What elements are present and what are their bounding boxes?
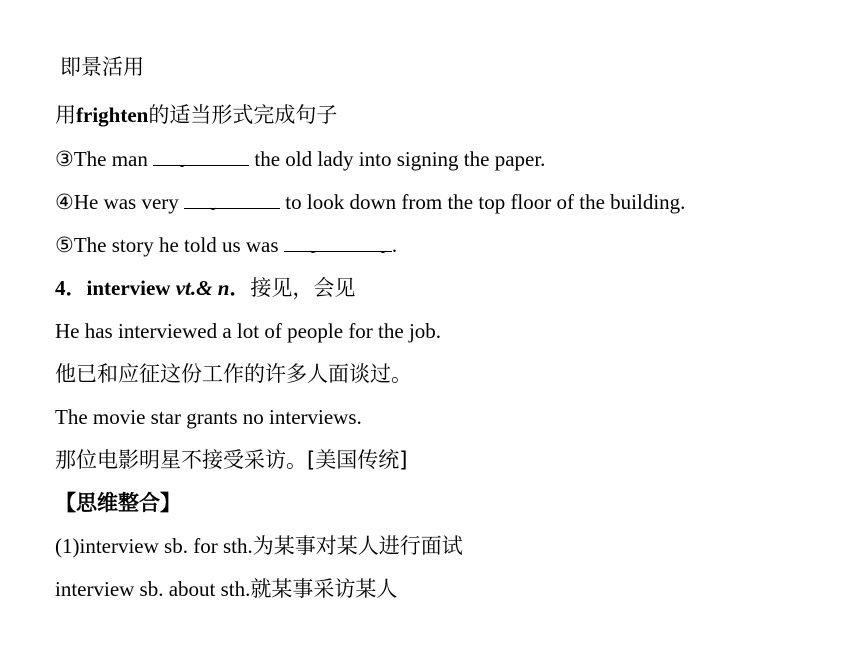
section-heading: 即景活用 (60, 55, 144, 79)
answer-blank[interactable] (153, 146, 249, 166)
example-source: [美国传统] (307, 448, 408, 472)
entry-meaning: 接见，会见 (250, 276, 356, 300)
answer-blank[interactable] (184, 189, 280, 209)
task-instruction (55, 102, 337, 128)
item-text-before: He was very (73, 190, 185, 214)
summary-line-1 (55, 533, 463, 559)
item-text-before: The man (73, 147, 154, 171)
example-zh-1: 他已和应征这份工作的许多人面谈过。 (55, 362, 412, 386)
item-number: ⑤ (55, 233, 74, 257)
entry-dot: ． (229, 276, 251, 300)
item-text-after: . (391, 233, 398, 257)
item-text-after: to look down from the top floor of the building. (280, 190, 686, 214)
summary-title: 【思维整合】 (55, 491, 181, 515)
exercise-item-5 (55, 232, 397, 258)
entry-pos: vt.& n (175, 276, 230, 300)
item-number: ③ (55, 147, 74, 171)
exercise-item-3 (55, 146, 545, 172)
summary-zh: 就某事采访某人 (250, 577, 398, 601)
summary-en: (1)interview sb. for sth. (55, 534, 253, 558)
task-prefix: 用 (55, 103, 76, 127)
item-text-after: the old lady into signing the paper. (249, 147, 546, 171)
answer-blank[interactable] (284, 232, 392, 252)
summary-zh: 为某事对某人进行面试 (252, 534, 463, 558)
example-en-2: The movie star grants no interviews. (55, 405, 362, 429)
item-text-before: The story he told us was (73, 233, 284, 257)
task-suffix: 的适当形式完成句子 (148, 103, 338, 127)
summary-en: interview sb. about sth. (55, 577, 251, 601)
exercise-item-4 (55, 189, 685, 215)
example-en-1: He has interviewed a lot of people for the job. (55, 319, 442, 343)
example-zh-text: 那位电影明星不接受采访。 (55, 448, 307, 472)
task-keyword: frighten (76, 103, 149, 127)
vocab-entry (55, 275, 355, 301)
item-number: ④ (55, 190, 74, 214)
example-zh-2 (55, 447, 407, 473)
entry-word: interview (86, 276, 176, 300)
summary-line-2 (55, 576, 397, 602)
entry-number: 4． (55, 276, 87, 300)
